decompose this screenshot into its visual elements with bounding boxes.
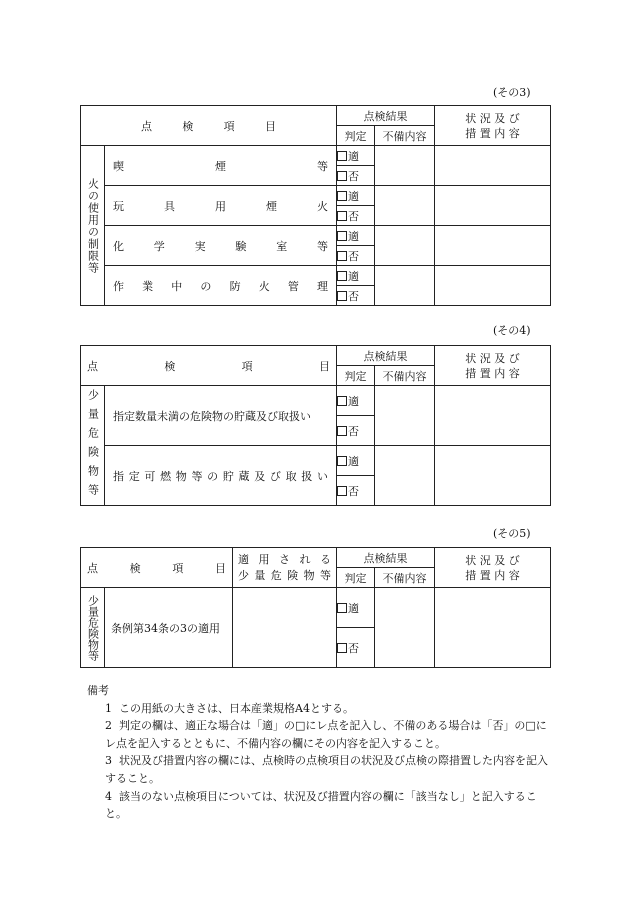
note-item: 3 状況及び措置内容の欄には、点検時の点検項目の状況及び点検の際措置した内容を記入すること。: [105, 754, 548, 785]
section5-label: (その5): [493, 527, 531, 540]
section3-table: [80, 105, 551, 306]
category-cell: 少量危険物等: [81, 386, 105, 506]
defect-cell[interactable]: [375, 386, 435, 446]
ok-checkbox[interactable]: 適: [337, 226, 375, 246]
judge-header: 判定: [337, 568, 375, 588]
note-item: 2 判定の欄は、適正な場合は「適」の□にレ点を記入し、不備のある場合は「否」の□にレ点を記入するとともに、不備内容の欄にその内容を記入すること。: [105, 719, 547, 750]
defect-cell[interactable]: [375, 186, 435, 226]
section4-label: (その4): [493, 324, 531, 337]
section5-table: [80, 547, 551, 668]
item-cell: 化 学 実 験 室 等: [105, 226, 337, 266]
ng-checkbox[interactable]: 否: [337, 286, 375, 306]
section4-table: [80, 345, 551, 506]
applied-cell[interactable]: [233, 588, 337, 668]
status-cell[interactable]: [435, 146, 551, 186]
item-header: 点 検 項 目: [81, 548, 233, 588]
status-header: 状 況 及 び 措 置 内 容: [435, 346, 551, 386]
ok-checkbox[interactable]: 適: [337, 266, 375, 286]
ok-checkbox[interactable]: 適: [337, 588, 375, 628]
item-cell: 指定数量未満の危険物の貯蔵及び取扱い: [105, 386, 337, 446]
result-header: 点検結果: [337, 548, 435, 568]
defect-cell[interactable]: [375, 266, 435, 306]
item-header: 点 検 項 目: [81, 346, 337, 386]
item-cell: 指 定 可 燃 物 等 の 貯 蔵 及 び 取 扱 い: [105, 446, 337, 506]
ng-checkbox[interactable]: 否: [337, 246, 375, 266]
ng-checkbox[interactable]: 否: [337, 628, 375, 668]
status-cell[interactable]: [435, 386, 551, 446]
ok-checkbox[interactable]: 適: [337, 446, 375, 476]
category-cell: 火の使用の制限等: [81, 146, 105, 306]
status-cell[interactable]: [435, 186, 551, 226]
defect-cell[interactable]: [375, 226, 435, 266]
notes: [87, 682, 557, 823]
item-cell: 作 業 中 の 防 火 管 理: [105, 266, 337, 306]
notes-title: 備考: [87, 684, 109, 697]
note-item: 4 該当のない点検項目については、状況及び措置内容の欄に「該当なし」と記入すること。: [105, 789, 537, 821]
defect-header: 不備内容: [375, 568, 435, 588]
status-cell[interactable]: [435, 266, 551, 306]
ng-checkbox[interactable]: 否: [337, 476, 375, 506]
section3-label: (その3): [493, 86, 531, 99]
item-header: 点 検 項 目: [81, 106, 337, 146]
status-cell[interactable]: [435, 226, 551, 266]
note-item: 1 この用紙の大きさは、日本産業規格A4とする。: [105, 701, 354, 715]
defect-header: 不備内容: [375, 366, 435, 386]
ok-checkbox[interactable]: 適: [337, 146, 375, 166]
defect-header: 不備内容: [375, 126, 435, 146]
status-header: 状 況 及 び 措 置 内 容: [435, 548, 551, 588]
applied-header: 適 用 さ れ る 少 量 危 険 物 等: [233, 548, 337, 588]
ng-checkbox[interactable]: 否: [337, 416, 375, 446]
ok-checkbox[interactable]: 適: [337, 386, 375, 416]
result-header: 点検結果: [337, 346, 435, 366]
item-cell: 条例第34条の3の適用: [105, 588, 233, 668]
ok-checkbox[interactable]: 適: [337, 186, 375, 206]
category-cell: 少量危険物等: [81, 588, 105, 668]
item-cell: 喫 煙 等: [105, 146, 337, 186]
item-cell: 玩 具 用 煙 火: [105, 186, 337, 226]
defect-cell[interactable]: [375, 446, 435, 506]
status-cell[interactable]: [435, 588, 551, 668]
defect-cell[interactable]: [375, 146, 435, 186]
status-cell[interactable]: [435, 446, 551, 506]
defect-cell[interactable]: [375, 588, 435, 668]
ng-checkbox[interactable]: 否: [337, 206, 375, 226]
result-header: 点検結果: [337, 106, 435, 126]
judge-header: 判定: [337, 366, 375, 386]
judge-header: 判定: [337, 126, 375, 146]
status-header: 状 況 及 び 措 置 内 容: [435, 106, 551, 146]
ng-checkbox[interactable]: 否: [337, 166, 375, 186]
